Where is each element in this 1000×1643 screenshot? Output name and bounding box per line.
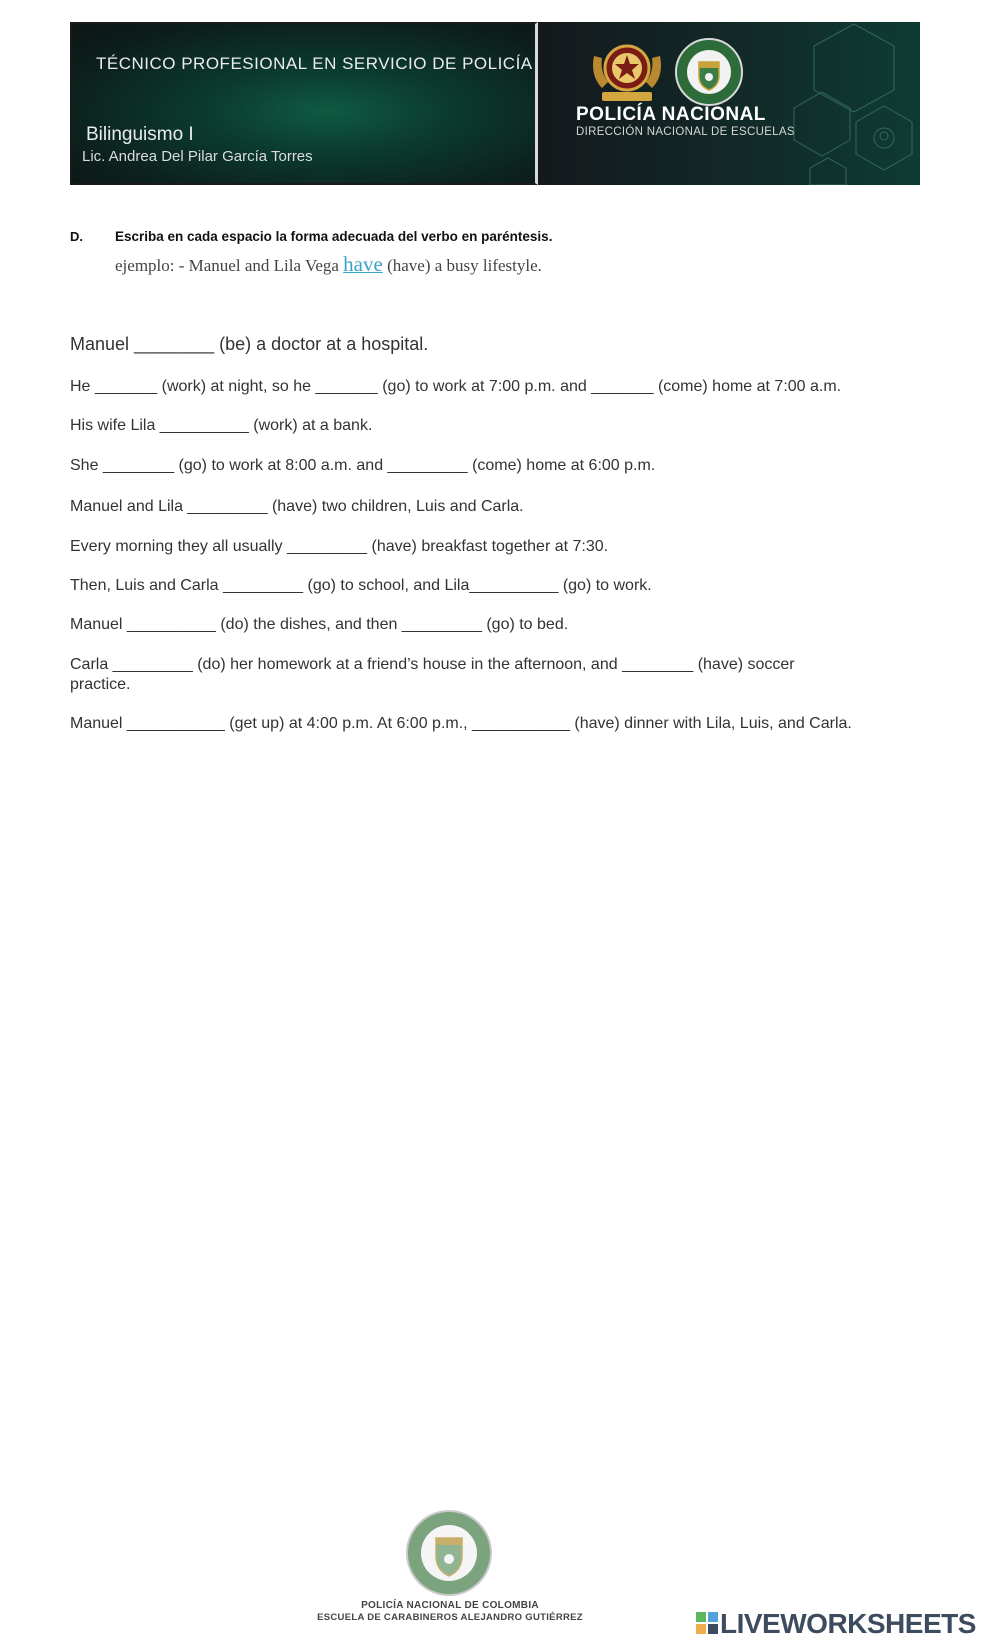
police-seal-icon	[673, 36, 745, 108]
sentence-3[interactable]: His wife Lila __________ (work) at a bank.	[70, 417, 373, 434]
sentence-8[interactable]: Manuel __________ (do) the dishes, and then _________ (go) to bed.	[70, 616, 569, 633]
footer-school: ESCUELA DE CARABINEROS ALEJANDRO GUTIÉRREZ	[317, 1612, 583, 1623]
footer-institution: POLICÍA NACIONAL DE COLOMBIA	[361, 1600, 539, 1611]
header-banner	[70, 22, 920, 185]
sentence-1[interactable]: Manuel ________ (be) a doctor at a hospital.	[70, 334, 429, 354]
example-sentence	[115, 252, 542, 277]
directorate-subtitle: DIRECCIÓN NACIONAL DE ESCUELAS	[576, 126, 795, 138]
institution-title: POLICÍA NACIONAL	[576, 104, 766, 125]
sentence-6[interactable]: Every morning they all usually _________ (have) breakfast together at 7:30.	[70, 538, 609, 555]
example-suffix: (have) a busy lifestyle.	[387, 256, 542, 275]
teacher-name: Lic. Andrea Del Pilar García Torres	[82, 148, 313, 165]
example-answer: have	[343, 252, 383, 276]
banner-course-panel	[70, 22, 538, 185]
program-title: TÉCNICO PROFESIONAL EN SERVICIO DE POLICÍA	[96, 54, 533, 73]
sentence-4[interactable]: She ________ (go) to work at 8:00 a.m. and _________ (come) home at 6:00 p.m.	[70, 457, 656, 474]
liveworksheets-brand[interactable]: LIVEWORKSHEETS	[720, 1608, 976, 1639]
exercise-letter: D.	[70, 229, 83, 244]
police-seal-icon	[404, 1508, 494, 1598]
hexagon-pattern-icon	[788, 22, 920, 185]
course-name: Bilinguismo I	[86, 124, 194, 145]
banner-institution-panel	[538, 22, 920, 185]
sentence-7[interactable]: Then, Luis and Carla _________ (go) to school, and Lila__________ (go) to work.	[70, 577, 652, 594]
sentence-5[interactable]: Manuel and Lila _________ (have) two children, Luis and Carla.	[70, 498, 524, 515]
sentence-10[interactable]: Manuel ___________ (get up) at 4:00 p.m. At 6:00 p.m., ___________ (have) dinner with Lila, Luis, and Carla.	[70, 715, 852, 732]
sentence-9[interactable]: Carla _________ (do) her homework at a friend’s house in the afternoon, and ________ (have) soccer	[70, 656, 795, 673]
sentence-9-continued: practice.	[70, 676, 131, 693]
crest-icon	[588, 36, 666, 108]
example-prefix: ejemplo: - Manuel and Lila Vega	[115, 256, 339, 275]
sentence-2[interactable]: He _______ (work) at night, so he _______ (go) to work at 7:00 p.m. and _______ (come) home at 7:00 a.m.	[70, 378, 842, 395]
instruction-text: Escriba en cada espacio la forma adecuada del verbo en paréntesis.	[115, 229, 553, 244]
liveworksheets-logo-icon	[696, 1612, 718, 1634]
